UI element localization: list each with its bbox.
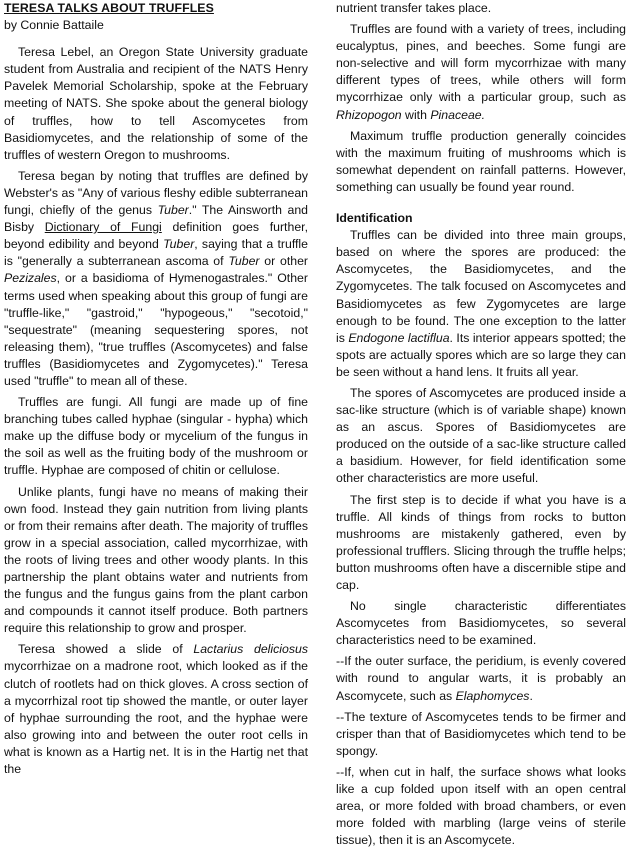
text-run: . Its interior appears spotted; the spots are actually spores which are so large they can be seen without a hand lens. It fruits all year. xyxy=(336,330,627,379)
text-run: Teresa showed a slide of xyxy=(18,642,194,657)
paragraph: Truffles are fungi. All fungi are made up of fine branching tubes called hyphae (singular - hypha) which make up the diffuse body or mycelium of the fungus in the soil as well as the fruiting body of the mushroom or truffle. Hyphae are composed of chitin or cellulose. xyxy=(4,395,308,478)
paragraph: --The texture of Ascomycetes tends to be firmer and crisper than that of Basidiomycetes which tend to be spongy. xyxy=(336,709,626,758)
section-heading: Identification xyxy=(336,211,413,226)
paragraph: Teresa Lebel, an Oregon State University graduate student from Australia and recipient of the NATS Henry Pavelek Memorial Scholarship, spoke at the February meeting of NATS. She spoke about the general biology of truffles, how to tell Ascomycetes from Basidiomycetes, and the relationship of some of the truffles of western Oregon to mushrooms. xyxy=(4,45,308,162)
paragraph: The spores of Ascomycetes are produced inside a sac-like structure (which is of variable shape) known as an ascus. Spores of Basidiomycetes are produced on the outside of a sac-like structure called a basidium. However, for field identification some other characteristics are more useful. xyxy=(336,385,626,486)
paragraph xyxy=(336,21,626,124)
text-run: --If the outer surface, the peridium, is evenly covered with round to angular warts, it is probably an Ascomycete, such as xyxy=(336,654,626,703)
species-name: Lactarius deliciosus xyxy=(193,642,309,657)
family-name: Pinaceae. xyxy=(430,107,486,122)
paragraph-continuation: nutrient transfer takes place. xyxy=(336,1,492,15)
text-run: Truffles are found with a variety of trees, including eucalyptus, pines, and beeches. Some fungi are non-selective and will form mycorrhizae with many different types of trees, while others will form mycorrhizae only with a particular group, such as xyxy=(336,22,626,105)
genus-name: Tuber xyxy=(163,237,195,252)
right-column xyxy=(336,0,626,853)
genus-name: Elaphomyces xyxy=(455,688,530,703)
paragraph xyxy=(4,168,308,390)
text-run: ." The Ainsworth and Bisby xyxy=(4,203,309,235)
text-run: definition goes further, beyond edibility and beyond xyxy=(4,220,308,252)
article-title: TERESA TALKS ABOUT TRUFFLES xyxy=(4,1,214,15)
paragraph: No single characteristic differentiates Ascomycetes from Basidiomycetes, so several characteristics need to be examined. xyxy=(336,599,626,648)
text-run: . xyxy=(529,688,533,703)
paragraph: Unlike plants, fungi have no means of making their own food. Instead they gain nutrition from living plants or from their remains after death. The majority of truffles grow in a special association, called mycorrhizae, with the roots of living trees and other woody plants. In this partnership the plant obtains water and nutrients from the fungus and the fungus gains from the plant carbon and compounds it cannot itself produce. Both partners require this relationship to grow and prosper. xyxy=(4,484,308,636)
book-title: Dictionary of Fungi xyxy=(44,220,162,235)
text-run: mycorrhizae on a madrone root, which looked as if the clutch of rootlets had on thick gloves. A cross section of a mycorrhizal root tip showed the mantle, or outer layer of hyphae surrounding the root, and the hyphae were also growing into and between the outer root cells in what is known as a Hartig net. It is in the Hartig net that the xyxy=(4,659,308,777)
paragraph xyxy=(336,227,626,381)
genus-name: Rhizopogon xyxy=(336,107,402,122)
paragraph xyxy=(4,641,308,778)
paragraph xyxy=(336,653,626,704)
text-run: with xyxy=(401,107,431,122)
text-run: , saying that a truffle is "generally a subterranean ascoma of xyxy=(4,237,308,269)
text-run: or other xyxy=(259,254,309,269)
genus-name: Tuber xyxy=(228,254,260,269)
genus-name: Tuber xyxy=(157,203,189,218)
paragraph: Maximum truffle production generally coincides with the maximum fruiting of mushrooms which is somewhat dependent on rainfall patterns. However, something can usually be found year round. xyxy=(336,128,626,194)
left-column xyxy=(4,0,308,782)
species-name: Endogone lactiflua xyxy=(348,330,450,345)
spacer xyxy=(336,200,626,210)
text-run: , or a basidioma of Hymenogastrales." Other terms used when speaking about this group of fungi are "truffle-like," "gastroid," "hypogeous," "secotoid," "sequestrate" (meaning sequestering spores, not releasing them), "true truffles (Ascomycetes) and false truffles (Basidiomycetes and Zygomycetes)." Teresa used "truffle" to mean all of these. xyxy=(4,271,308,388)
text-run: Truffles can be divided into three main groups, based on where the spores are produced: the Ascomycetes, the Basidiomycetes, and the Zygomycetes. The talk focused on Ascomycetes and Basidiomycetes as few Zygomycetes are large enough to be found. The one exception to the latter is xyxy=(336,228,626,345)
paragraph: --If, when cut in half, the surface shows what looks like a cup folded upon itself with an open central area, or more folded with broad chambers, or even more folded with marbling (large veins of sterile tissue), then it is an Ascomycete. xyxy=(336,764,626,848)
order-name: Pezizales xyxy=(4,271,57,286)
byline: by Connie Battaile xyxy=(4,18,104,33)
text-run: Teresa began by noting that truffles are defined by Webster's as "Any of various fleshy edible subterranean fungi, chiefly of the genus xyxy=(4,168,308,218)
paragraph: The first step is to decide if what you have is a truffle. All kinds of things from rocks to button mushrooms are mistakenly gathered, even by professional trufflers. Slicing through the truffle helps; button mushrooms often have a discernible stipe and cap. xyxy=(336,492,626,592)
